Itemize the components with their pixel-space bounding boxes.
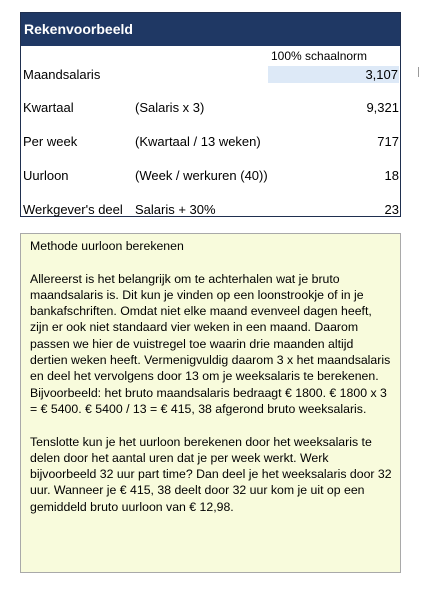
row-formula: Salaris + 30% — [135, 202, 216, 217]
text-cursor-mark — [418, 67, 419, 77]
table-row-monthly-salary — [21, 66, 400, 83]
note-paragraph-1: Allereerst is het belangrijk om te achterhalen wat je bruto maandsalaris is. Dit kun je vinden op een loonstrookje of in je bankafschriften. Omdat niet elke maand evenveel dagen heeft, zijn er ook niet standaard vier weken in een maand. Daarom passen we hier de vuistregel toe waarin drie maanden altijd dertien weken heeft. Vermenigvuldig daarom 3 x het maandsalaris en deel het vervolgens door 13 om je weeksalaris te berekenen. Bijvoorbeeld: het bruto maandsalaris bedraagt € 1800. € 1800 x 3 = € 5400. € 5400 / 13 = € 415, 38 afgerond bruto weeksalaris. — [30, 271, 391, 416]
explanation-note-box — [20, 233, 401, 573]
row-label: Maandsalaris — [23, 67, 101, 82]
row-formula: (Kwartaal / 13 weken) — [135, 134, 261, 149]
calculation-table — [20, 12, 401, 217]
scale-norm-label: 100% schaalnorm — [271, 49, 368, 63]
table-row-employer-share — [21, 201, 400, 218]
row-formula: (Week / werkuren (40)) — [135, 168, 268, 183]
row-formula: (Salaris x 3) — [135, 100, 205, 115]
row-label: Kwartaal — [23, 100, 74, 115]
row-value: 23 — [384, 202, 399, 217]
table-row-hourly-wage — [21, 167, 400, 184]
row-label: Uurloon — [23, 168, 69, 183]
row-value: 18 — [384, 168, 399, 183]
row-label: Werkgever's deel — [23, 202, 123, 217]
table-row-per-week — [21, 133, 400, 150]
note-heading: Methode uurloon berekenen — [30, 239, 184, 253]
table-title: Rekenvoorbeeld — [21, 13, 400, 46]
row-label: Per week — [23, 134, 78, 149]
table-row-quarter — [21, 99, 400, 116]
row-value: 9,321 — [366, 100, 399, 115]
monthly-salary-input-cell[interactable]: 3,107 — [268, 66, 399, 83]
row-value: 717 — [377, 134, 399, 149]
note-paragraph-2: Tenslotte kun je het uurloon berekenen door het weeksalaris te delen door het aantal uren dat je per week werkt. Werk bijvoorbeeld 32 uur part time? Dan deel je het weeksalaris door 32 uur. Wanneer je € 415, 38 deelt door 32 uur kom je uit op een gemiddeld bruto uurloon van € 12,98. — [30, 434, 392, 514]
